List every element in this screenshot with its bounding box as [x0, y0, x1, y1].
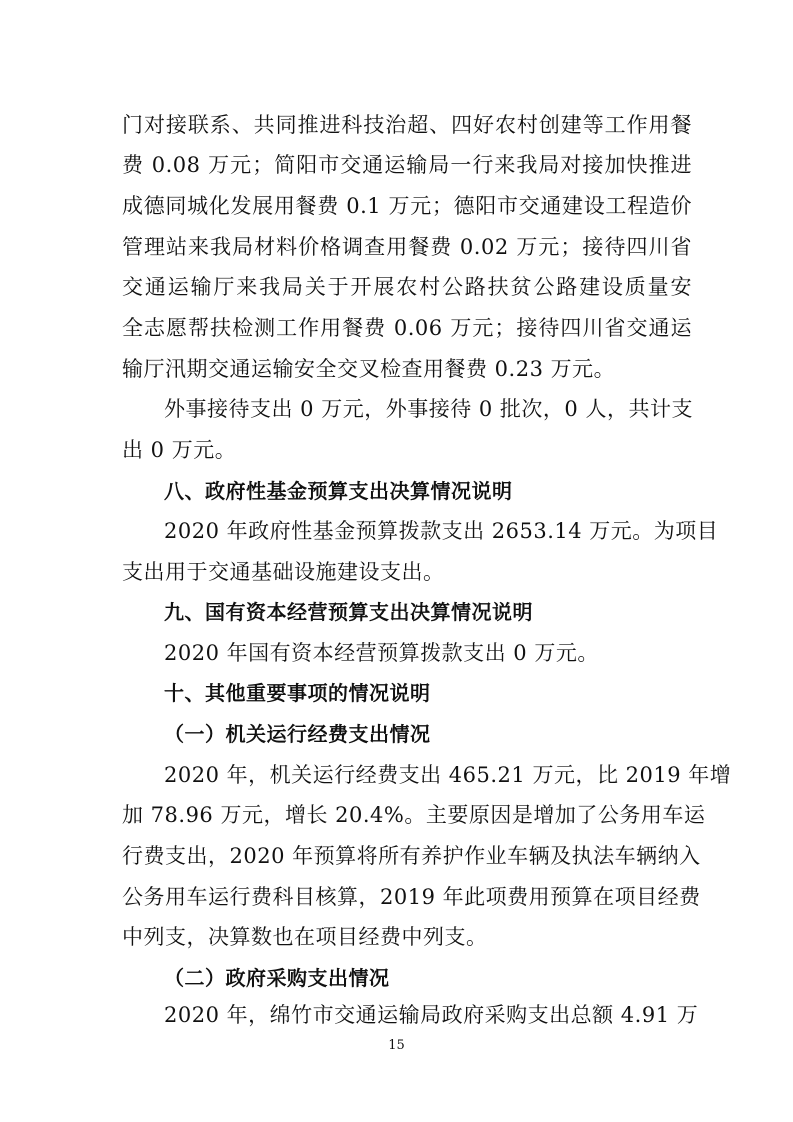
subsection-heading: （二）政府采购支出情况	[164, 966, 390, 990]
page-number: 15	[388, 1038, 405, 1053]
paragraph-line: 费 0.08 万元；简阳市交通运输局一行来我局对接加快推进	[122, 153, 692, 177]
paragraph-line: 交通运输厅来我局关于开展农村公路扶贫公路建设质量安	[122, 275, 692, 299]
paragraph-line: 成德同城化发展用餐费 0.1 万元；德阳市交通建设工程造价	[122, 194, 692, 218]
paragraph-line: 加 78.96 万元，增长 20.4%。主要原因是增加了公务用车运	[122, 803, 706, 827]
paragraph-line: 外事接待支出 0 万元，外事接待 0 批次，0 人，共计支	[164, 397, 693, 421]
paragraph-line: 全志愿帮扶检测工作用餐费 0.06 万元；接待四川省交通运	[122, 316, 692, 340]
paragraph-line: 输厅汛期交通运输安全交叉检查用餐费 0.23 万元。	[122, 357, 616, 381]
paragraph-line: 2020 年，机关运行经费支出 465.21 万元，比 2019 年增	[164, 763, 732, 787]
paragraph-line: 管理站来我局材料价格调查用餐费 0.02 万元；接待四川省	[122, 235, 692, 259]
paragraph-line: 行费支出，2020 年预算将所有养护作业车辆及执法车辆纳入	[122, 844, 701, 868]
section-heading: 九、国有资本经营预算支出决算情况说明	[164, 600, 533, 624]
paragraph-line: 出 0 万元。	[122, 438, 237, 462]
subsection-heading: （一）机关运行经费支出情况	[164, 722, 431, 746]
section-heading: 八、政府性基金预算支出决算情况说明	[164, 479, 513, 503]
paragraph-line: 2020 年国有资本经营预算拨款支出 0 万元。	[164, 641, 599, 665]
paragraph-line: 支出用于交通基础设施建设支出。	[122, 560, 445, 584]
paragraph-line: 中列支，决算数也在项目经费中列支。	[122, 925, 488, 949]
paragraph-line: 公务用车运行费科目核算，2019 年此项费用预算在项目经费	[122, 885, 701, 909]
paragraph-line: 2020 年，绵竹市交通运输局政府采购支出总额 4.91 万	[164, 1003, 699, 1027]
section-heading: 十、其他重要事项的情况说明	[164, 681, 431, 705]
paragraph-line: 2020 年政府性基金预算拨款支出 2653.14 万元。为项目	[164, 519, 719, 543]
paragraph-line: 门对接联系、共同推进科技治超、四好农村创建等工作用餐	[122, 113, 692, 137]
